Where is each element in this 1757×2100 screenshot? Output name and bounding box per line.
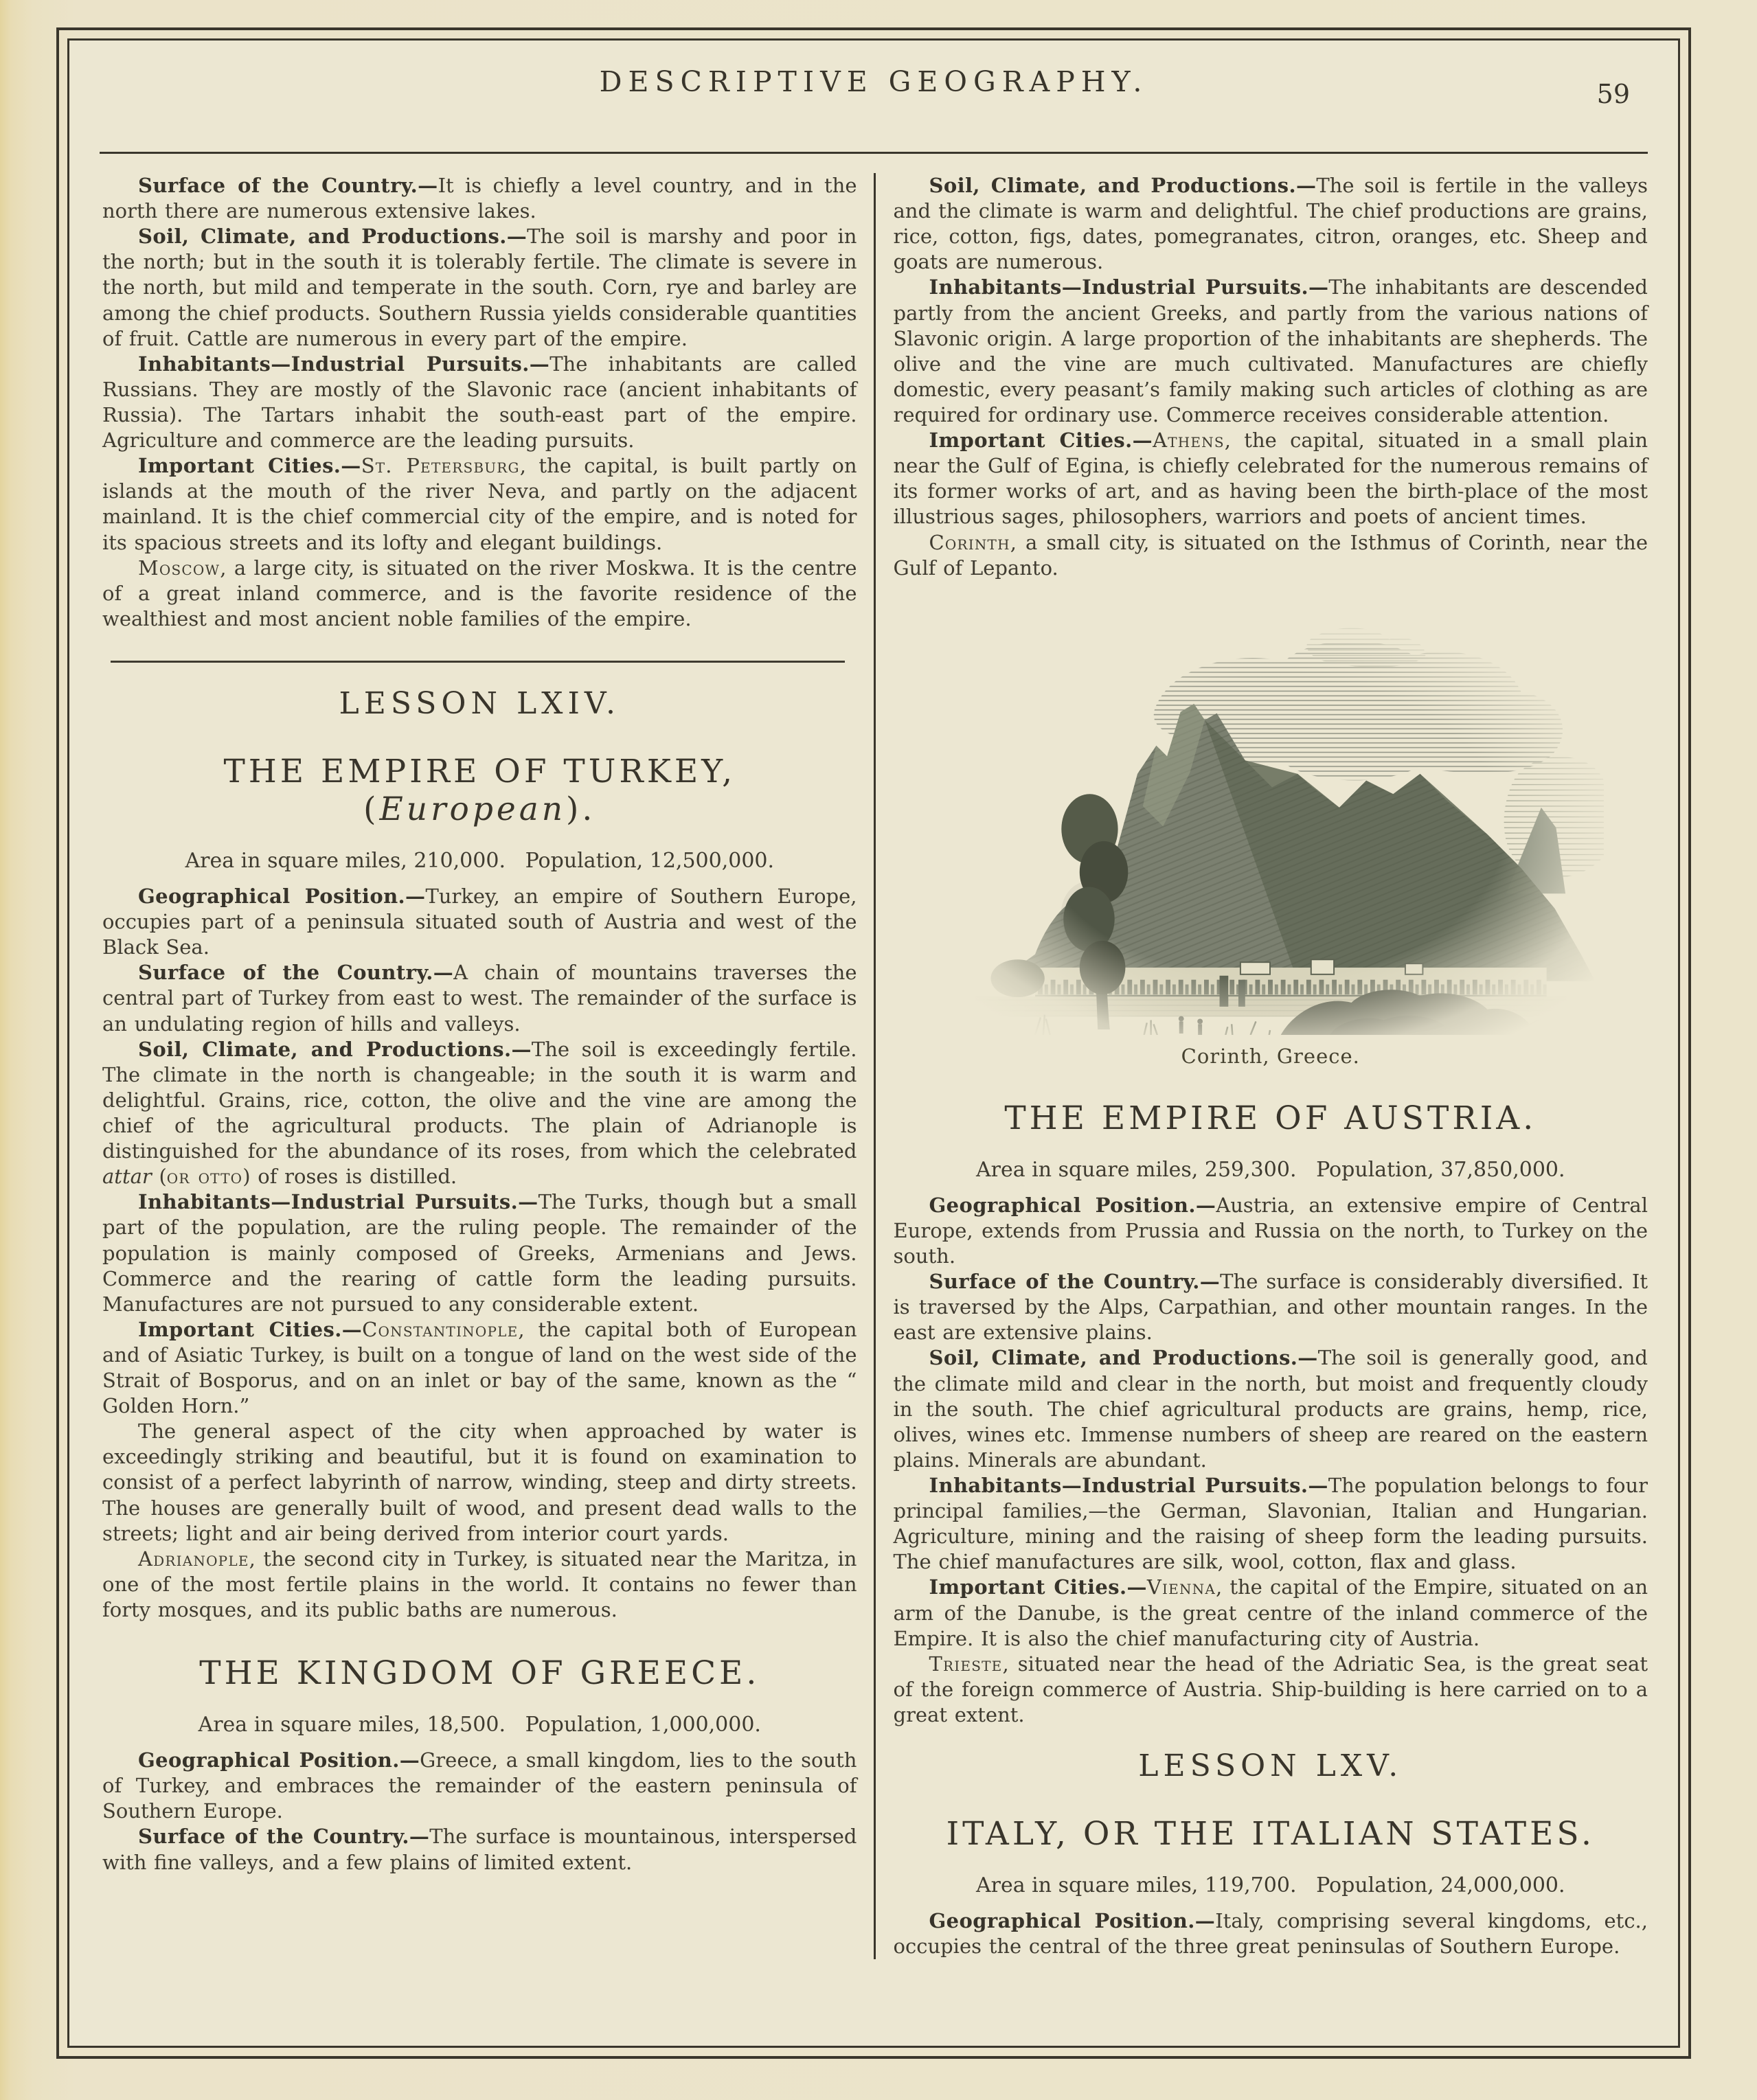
text-segment: The inhabitants are descended partly from the ancient Greeks, and partly from the various nations of Slavonic origin. A large proportion of the inhabitants are shepherds. The olive and the vine are much cultivated. Manufactures are chiefly domestic, every peasant’s family making such articles of clothing as are required for ordinary use. Commerce receives considerable attention.: [893, 275, 1648, 426]
text-segment: The soil is generally good, and the climate mild and clear in the north, but moist and frequently cloudy in the south. The chief agricultural products are grains, hemp, rice, olives, wines etc. Immense numbers of sheep are reared on the eastern plains. Minerals are abundant.: [893, 1346, 1648, 1472]
text-segment: , the capital both of European and of Asiatic Turkey, is built on a tongue of land on the west side of the Strait of Bosporus, and on an inlet or bay of the same, known as the “ Golden Horn.”: [102, 1317, 857, 1418]
text-segment: It is chiefly a level country, and in the north there are numerous extensive lakes.: [102, 174, 857, 223]
text-segment: Vienna: [1146, 1575, 1216, 1599]
text-segment: ) of roses is distilled.: [242, 1165, 457, 1189]
text-segment: attar: [102, 1165, 152, 1189]
para-russia-surface: [102, 173, 857, 224]
text-columns: [69, 154, 1678, 1980]
text-segment: THE KINGDOM OF GREECE.: [199, 1654, 760, 1693]
para-corinth: [894, 530, 1648, 581]
para-austria-inhabitants: [894, 1473, 1648, 1575]
heading-empire-of-turkey: [102, 753, 857, 828]
para-italy-geographical: [894, 1908, 1648, 1959]
para-moscow: [102, 556, 857, 632]
text-segment: , a large city, is situated on the river Moskwa. It is the centre of a great inland commerce, and is the favorite residence of the wealthiest and most ancient noble families of the empire.: [102, 556, 857, 630]
text-segment: The soil is exceedingly fertile. The climate in the north is changeable; in the south it is warm and delightful. Grains, rice, cotton, the olive and the vine are among the chief of the agricultural products. The plain of Adrianople is distinguished for the abundance of its roses, from which the celebrated: [102, 1037, 857, 1163]
text-segment: The surface is mountainous, interspersed with fine valleys, and a few plains of limited extent.: [102, 1825, 857, 1874]
stats-turkey: Area in square miles, 210,000. Population, 12,500,000.: [185, 848, 775, 873]
para-turkey-surface: [102, 960, 857, 1036]
page-header: [69, 41, 1678, 137]
text-segment: The surface is considerably diversified. It is traversed by the Alps, Carpathian, and other mountain ranges. In the east are extensive plains.: [893, 1270, 1648, 1345]
text-segment: Soil, Climate, and Productions.—: [929, 1346, 1318, 1370]
text-segment: Important Cities.—: [138, 1317, 363, 1341]
text-segment: Inhabitants—Industrial Pursuits.—: [138, 352, 550, 376]
page-border-outer: [56, 27, 1691, 2059]
para-greece-surface: [102, 1824, 857, 1875]
para-austria-soil: [894, 1345, 1648, 1473]
para-greece-geographical: [102, 1748, 857, 1824]
page-border-inner: [67, 38, 1680, 2048]
text-segment: Geographical Position.—: [138, 884, 426, 908]
text-segment: Italy, comprising several kingdoms, etc., occupies the central of the three great peninsulas of Southern Europe.: [893, 1909, 1648, 1959]
stats-greece: Area in square miles, 18,500. Population, 1,000,000.: [198, 1713, 761, 1737]
text-segment: The population belongs to four principal families,—the German, Slavonian, Italian and Hungarian. Agriculture, mining and the raising of sheep form the leading pursuits. The chief manufactures are silk, wool, cotton, flax and glass.: [893, 1473, 1648, 1574]
right-column: [876, 173, 1648, 1959]
vignette-fade: [934, 604, 1607, 1035]
para-trieste: [894, 1652, 1648, 1728]
para-turkey-inhabitants: [102, 1189, 857, 1317]
text-segment: , situated near the head of the Adriatic Sea, is the great seat of the foreign commerce of Austria. Ship-building is here carried on to a great extent.: [893, 1652, 1648, 1726]
text-segment: The general aspect of the city when approached by water is exceedingly striking and beautiful, but it is found on examination to consist of a perfect labyrinth of narrow, winding, steep and dirty streets. The houses are generally built of wood, and present dead walls to the streets; light and air being derived from interior court yards.: [102, 1419, 857, 1545]
text-segment: Corinth: [929, 530, 1010, 554]
left-column: [102, 173, 874, 1959]
text-segment: Inhabitants—Industrial Pursuits.—: [138, 1190, 539, 1214]
text-segment: Surface of the Country.—: [929, 1270, 1221, 1294]
text-segment: , the capital, is built partly on islands at the mouth of the river Neva, and partly on the adjacent mainland. It is the chief commercial city of the empire, and is noted for its spacious streets and its lofty and elegant buildings.: [102, 454, 857, 554]
text-segment: European: [379, 790, 567, 828]
text-segment: Surface of the Country.—: [138, 174, 438, 197]
text-segment: ).: [566, 790, 596, 828]
figure-caption: Corinth, Greece.: [1181, 1044, 1360, 1068]
lesson-heading-lxv: LESSON LXV.: [1138, 1748, 1403, 1784]
running-title: DESCRIPTIVE GEOGRAPHY.: [599, 65, 1148, 98]
para-constantinople-aspect: [102, 1419, 857, 1547]
text-segment: A chain of mountains traverses the central part of Turkey from east to west. The remainder of the surface is an undulating region of hills and valleys.: [102, 961, 857, 1036]
para-turkey-cities: [102, 1317, 857, 1419]
text-segment: Adrianople: [138, 1547, 249, 1571]
text-segment: Inhabitants—Industrial Pursuits.—: [929, 275, 1329, 299]
text-segment: , the second city in Turkey, is situated near the Maritza, in one of the most fertile plains in the world. It contains no fewer than forty mosques, and its public baths are numerous.: [102, 1547, 857, 1622]
text-segment: (: [151, 1165, 167, 1189]
text-segment: Geographical Position.—: [929, 1193, 1216, 1217]
text-segment: Important Cities.—: [138, 454, 361, 478]
para-greece-inhabitants: [894, 275, 1648, 428]
corinth-engraving: [934, 604, 1607, 1035]
para-russia-inhabitants: [102, 352, 857, 453]
para-austria-cities: [894, 1575, 1648, 1651]
text-segment: Moscow: [138, 556, 220, 580]
text-segment: Important Cities.—: [929, 1575, 1147, 1599]
text-segment: Austria, an extensive empire of Central Europe, extends from Prussia and Russia on the north, to Turkey on the south.: [893, 1193, 1648, 1268]
text-segment: THE EMPIRE OF TURKEY, (: [223, 752, 736, 828]
heading-italy: [894, 1815, 1648, 1853]
text-segment: Trieste: [929, 1652, 1003, 1676]
text-segment: Inhabitants—Industrial Pursuits.—: [929, 1473, 1328, 1497]
page-number: 59: [1596, 79, 1630, 109]
text-segment: The inhabitants are called Russians. They are mostly of the Slavonic race (ancient inhabitants of Russia). The Tartars inhabit the south-east part of the empire. Agriculture and commerce are the leading pursuits.: [102, 352, 857, 453]
text-segment: The soil is fertile in the valleys and the climate is warm and delightful. The chief productions are grains, rice, cotton, figs, dates, pomegranates, citron, oranges, etc. Sheep and goats are numerous.: [893, 174, 1648, 274]
text-segment: ITALY, OR THE ITALIAN STATES.: [946, 1815, 1595, 1853]
text-segment: , the capital, situated in a small plain near the Gulf of Egina, is chiefly celebrated for the numerous remains of its former works of art, and as having been the birth-place of the most illustrious sages, philosophers, warriors and poets of ancient times.: [893, 429, 1648, 529]
text-segment: Greece, a small kingdom, lies to the south of Turkey, and embraces the remainder of the eastern peninsula of Southern Europe.: [102, 1748, 857, 1823]
text-segment: Soil, Climate, and Productions.—: [138, 1037, 532, 1061]
figure-corinth: [894, 604, 1648, 1068]
heading-empire-of-austria: [894, 1099, 1648, 1137]
text-segment: Geographical Position.—: [138, 1748, 420, 1772]
text-segment: The soil is marshy and poor in the north; but in the south it is tolerably fertile. The climate is severe in the north, but mild and temperate in the south. Corn, rye and barley are among the chief products. Southern Russia yields considerable quantities of fruit. Cattle are numerous in every part of the empire.: [102, 225, 857, 350]
heading-kingdom-of-greece: [102, 1654, 857, 1692]
text-segment: THE EMPIRE OF AUSTRIA.: [1004, 1099, 1537, 1137]
text-segment: Constantinople: [362, 1317, 519, 1341]
para-austria-surface: [894, 1269, 1648, 1345]
text-segment: Surface of the Country.—: [138, 961, 454, 985]
text-segment: The Turks, though but a small part of the population, are the ruling people. The remainder of the population is mainly composed of Greeks, Armenians and Jews. Commerce and the rearing of cattle form the leading pursuits. Manufactures are not pursued to any considerable extent.: [102, 1190, 857, 1316]
text-segment: Soil, Climate, and Productions.—: [138, 225, 528, 249]
para-austria-geographical: [894, 1193, 1648, 1269]
text-segment: St. Petersburg: [361, 454, 520, 478]
para-greece-soil: [894, 173, 1648, 275]
text-segment: , the capital of the Empire, situated on an arm of the Danube, is the great centre of the inland commerce of the Empire. It is also the chief manufacturing city of Austria.: [893, 1575, 1648, 1650]
text-segment: Athens: [1153, 429, 1225, 453]
para-russia-soil: [102, 224, 857, 352]
stats-austria: Area in square miles, 259,300. Population, 37,850,000.: [975, 1157, 1565, 1182]
para-adrianople: [102, 1547, 857, 1623]
text-segment: Soil, Climate, and Productions.—: [929, 174, 1317, 197]
para-russia-cities: [102, 453, 857, 555]
para-turkey-geographical: [102, 884, 857, 960]
text-segment: Important Cities.—: [929, 429, 1153, 453]
section-divider-rule: [111, 661, 845, 663]
text-segment: Surface of the Country.—: [138, 1825, 430, 1849]
text-segment: Turkey, an empire of Southern Europe, occupies part of a peninsula situated south of Austria and west of the Black Sea.: [102, 884, 857, 959]
lesson-heading-lxiv: LESSON LXIV.: [339, 685, 620, 721]
text-segment: or otto: [166, 1165, 243, 1189]
text-segment: Geographical Position.—: [929, 1909, 1216, 1933]
para-greece-cities: [894, 428, 1648, 529]
para-turkey-soil: [102, 1037, 857, 1190]
stats-italy: Area in square miles, 119,700. Population, 24,000,000.: [975, 1873, 1565, 1898]
text-segment: , a small city, is situated on the Isthmus of Corinth, near the Gulf of Lepanto.: [893, 530, 1648, 580]
